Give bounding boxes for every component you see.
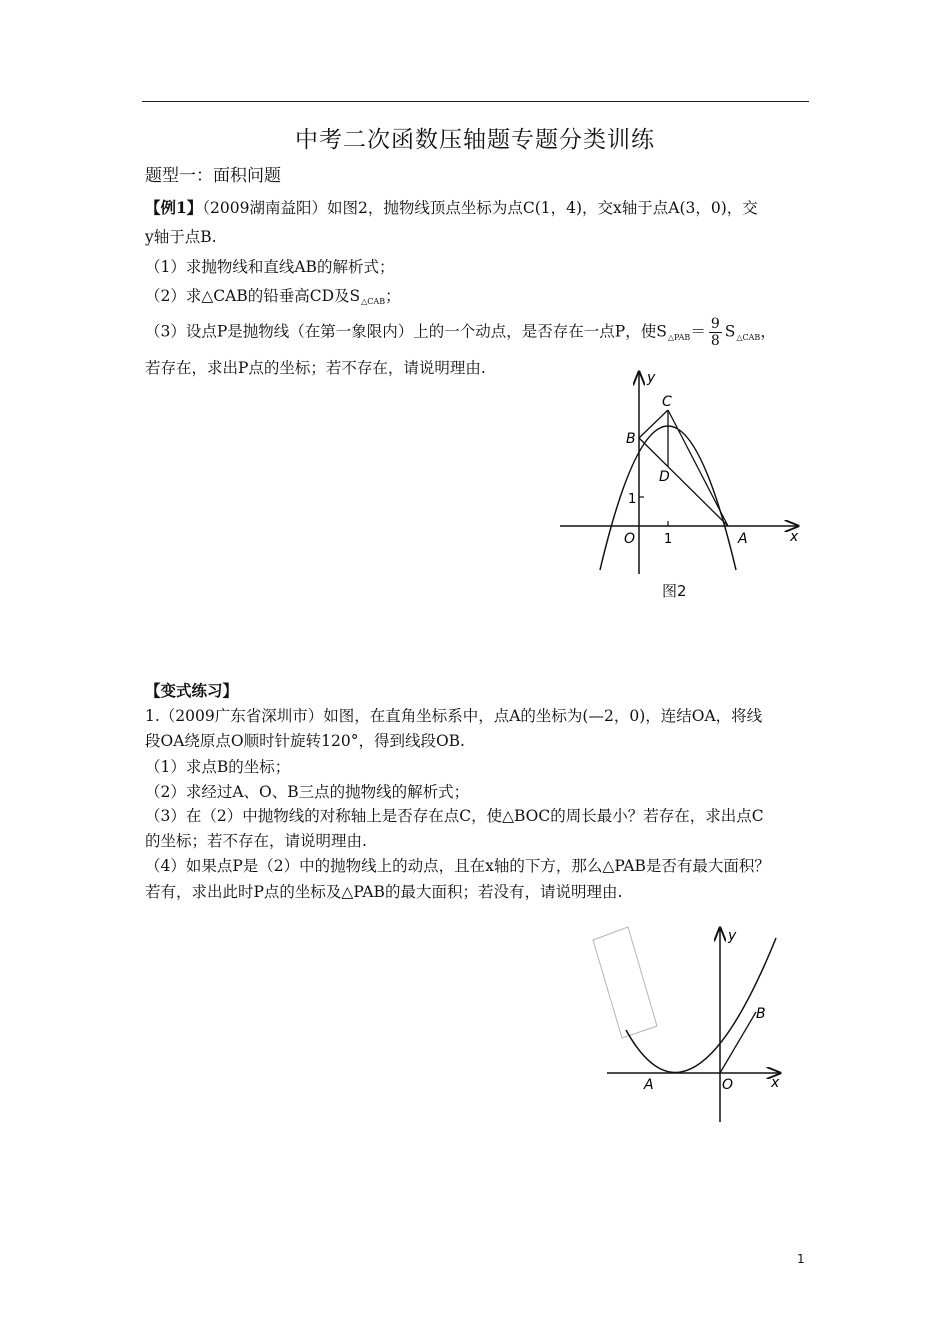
example1-q1: （1）求抛物线和直线AB的解析式； <box>145 258 395 276</box>
segment-CA <box>668 410 728 526</box>
variant-q2: （2）求经过A、O、B三点的抛物线的解析式； <box>145 783 470 801</box>
label-y-1: 1 <box>628 492 637 507</box>
segment-OB <box>720 1012 756 1073</box>
segment-BA <box>639 438 728 526</box>
label-y: y <box>728 928 737 944</box>
page-number: 1 <box>797 1252 805 1266</box>
segment-BC <box>639 410 668 438</box>
label-B: B <box>626 431 636 447</box>
section-heading: 题型一：面积问题 <box>145 166 281 186</box>
example1-line2: y轴于点B. <box>145 228 217 246</box>
example1-q3-line2: 若存在，求出P点的坐标；若不存在，请说明理由. <box>145 359 486 377</box>
variant-q1: （1）求点B的坐标； <box>145 758 291 776</box>
fraction-9-8: $\frac{9}{8}$ <box>710 316 720 349</box>
variant-p1-line1: 1.（2009广东省深圳市）如图，在直角坐标系中，点A的坐标为(—2，0)，连结OA，将线 <box>145 707 763 725</box>
label-x: x <box>771 1075 780 1091</box>
label-A: A <box>738 531 748 547</box>
example1-line1: 【例1】（2009湖南益阳）如图2，抛物线顶点坐标为点C(1，4)，交x轴于点A(3，0)，交 <box>145 198 758 217</box>
example1-q3: （3）设点P是抛物线（在第一象限内）上的一个动点，是否存在一点P，使$S_{\triangle PAB}=$ $\frac{9}{8}$ $S_{\triangle CAB}$， <box>145 316 776 349</box>
variant-q4-line1: （4）如果点P是（2）中的抛物线上的动点，且在x轴的下方，那么△PAB是否有最大面积？ <box>145 857 770 875</box>
figure-2-parabola <box>550 365 810 580</box>
variant-p1-line2: 段OA绕原点O顺时针旋转120°，得到线段OB. <box>145 732 465 750</box>
variant-header: 【变式练习】 <box>145 681 239 700</box>
example1-q2: （2）求△CAB的铅垂高CD及$S_{\triangle CAB}$； <box>145 287 401 306</box>
label-B: B <box>756 1006 766 1022</box>
variant-q4-line2: 若有，求出此时P点的坐标及△PAB的最大面积；若没有，请说明理由. <box>145 883 623 901</box>
example1-tag: 【例1】 <box>145 198 203 217</box>
label-O: O <box>624 531 636 547</box>
label-D: D <box>659 469 670 485</box>
label-C: C <box>662 394 672 410</box>
page-title: 中考二次函数压轴题专题分类训练 <box>295 127 655 153</box>
label-y: y <box>647 370 656 386</box>
scan-artifact-rectangle <box>593 927 657 1038</box>
label-x-1: 1 <box>664 532 673 547</box>
figure-caption: 图2 <box>662 582 687 600</box>
label-x: x <box>790 529 799 545</box>
label-O: O <box>722 1077 734 1093</box>
variant-q3-line1: （3）在（2）中抛物线的对称轴上是否存在点C，使△BOC的周长最小？若存在，求出点C <box>145 807 764 825</box>
figure-variant-parabola <box>585 915 800 1130</box>
header-rule <box>142 101 809 102</box>
variant-q3-line2: 的坐标；若不存在，请说明理由. <box>145 832 367 850</box>
label-A: A <box>644 1077 654 1093</box>
